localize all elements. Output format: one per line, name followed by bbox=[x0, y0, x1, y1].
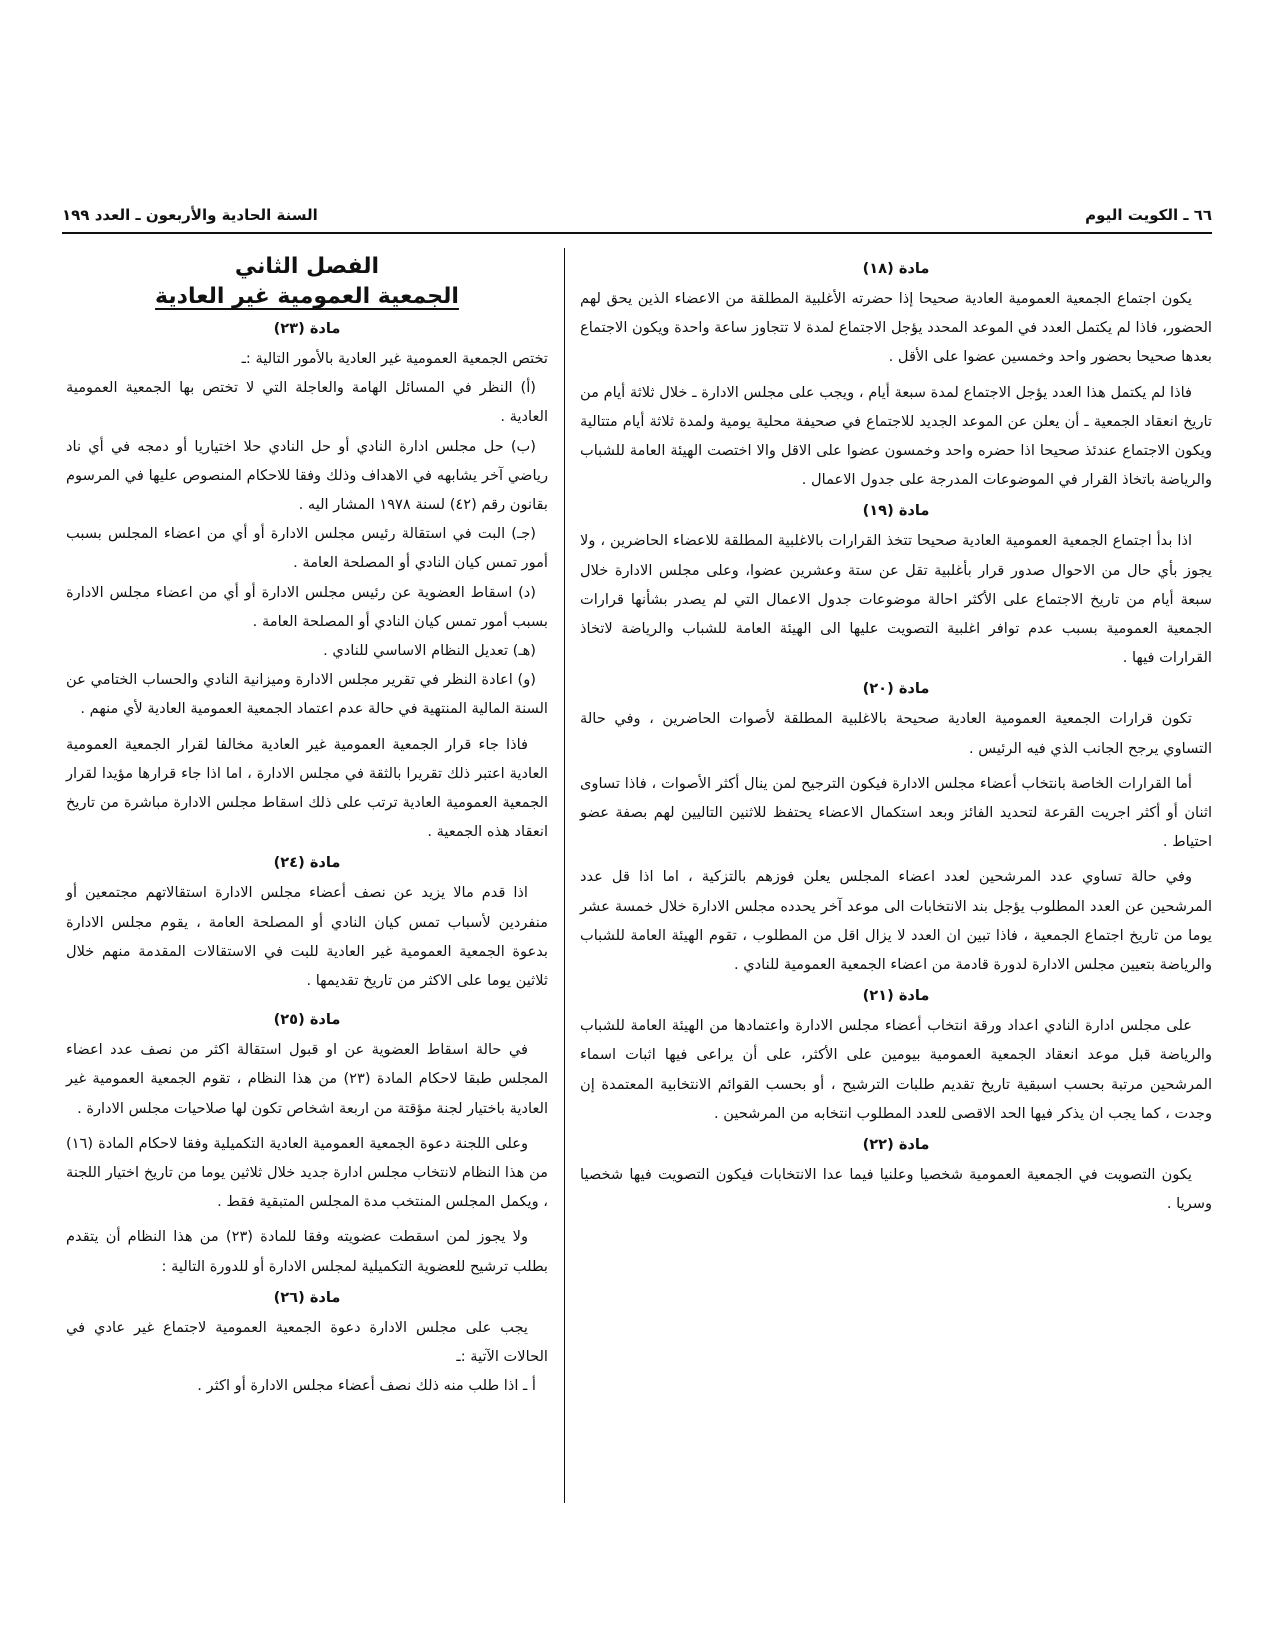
article-23-item-f: (و) اعادة النظر في تقرير مجلس الادارة وميزانية النادي والحساب الختامي عن السنة المالية المنتهية في حالة عدم اعتماد الجمعية العمومية العادية لأي منهم . bbox=[66, 671, 548, 718]
chapter-title: الفصل الثاني bbox=[234, 254, 380, 279]
article-23-item-c: (جـ) البت في استقالة رئيس مجلس الادارة أو أي من اعضاء المجلس بسبب أمور تمس كيان النادي أو المصلحة العامة . bbox=[66, 525, 548, 572]
article-20-paragraph-1: تكون قرارات الجمعية العمومية العادية صحيحة بالاغلبية المطلقة لأصوات الحاضرين ، وفي حالة التساوي يرجح الجانب الذي فيه الرئيس . bbox=[580, 710, 1212, 757]
article-23-item-d: (د) اسقاط العضوية عن رئيس مجلس الادارة أو أي من اعضاء مجلس الادارة بسبب أمور تمس كيان النادي أو المصلحة العامة . bbox=[66, 583, 548, 630]
article-23-intro: تختص الجمعية العمومية غير العادية بالأمور التالية :ـ bbox=[241, 350, 548, 367]
article-25-paragraph-2: وعلى اللجنة دعوة الجمعية العمومية العادية التكميلية وفقا لاحكام المادة (١٦) من هذا النظام لانتخاب مجلس ادارة جديد خلال ثلاثين يوما من تاريخ اختيار اللجنة ، ويكمل المجلس المنتخب مدة المجلس المتبقية فقط . bbox=[66, 1134, 548, 1211]
article-18-heading: مادة (١٨) bbox=[862, 260, 930, 277]
article-26-heading: مادة (٢٦) bbox=[273, 1288, 341, 1306]
article-19-paragraph-1: اذا بدأ اجتماع الجمعية العمومية العادية صحيحا تتخذ القرارات بالاغلبية المطلقة للاعضاء الحاضرين ، ولا يجوز بأي حال من الاحوال صدور قرار بأغلبية تقل عن ستة وعشرين عضوا، وعلى مجلس الادارة خلال سبعة أيام من تاريخ الاجتماع على الأكثر احالة موضوعات جدول الاعمال التي لم يصدر بشأنها قرارات الجمعية العمومية بسبب عدم توافر اغلبية التصويت عليها الى الهيئة العامة للشباب والرياضة لاتخاذ القرارات فيها . bbox=[580, 532, 1212, 667]
article-22-paragraph-1: يكون التصويت في الجمعية العمومية شخصيا وعلنيا فيما عدا الانتخابات فيكون التصويت فيها شخصيا وسريا . bbox=[580, 1166, 1212, 1213]
article-21-paragraph-1: على مجلس ادارة النادي اعداد ورقة انتخاب أعضاء مجلس الادارة واعتمادها من الهيئة العامة للشباب والرياضة قبل موعد انعقاد الجمعية العمومية بيومين على الأكثر، على أن يراعى فيها اثبات اسماء المرشحين مرتبة بحسب اسبقية تاريخ تقديم طلبات الترشيح ، أو بحسب القوائم الانتخابية المعتمدة إن وجدت ، كما يجب ان يذكر فيها الحد الاقصى للعدد المطلوب انتخابه من المرشحين . bbox=[580, 1017, 1212, 1122]
chapter-subtitle: الجمعية العمومية غير العادية bbox=[155, 284, 459, 309]
article-25-paragraph-3: ولا يجوز لمن اسقطت عضويته وفقا للمادة (٢٣) من هذا النظام أن يتقدم بطلب ترشيح للعضوية التكميلية لمجلس الادارة أو للدورة التالية : bbox=[66, 1228, 548, 1275]
article-23-item-a: (أ) النظر في المسائل الهامة والعاجلة التي لا تختص بها الجمعية العمومية العادية . bbox=[66, 379, 548, 426]
article-24-heading: مادة (٢٤) bbox=[273, 854, 341, 872]
running-header bbox=[62, 206, 1212, 234]
article-25-heading: مادة (٢٥) bbox=[273, 1011, 341, 1029]
article-22-heading: مادة (٢٢) bbox=[862, 1136, 930, 1154]
article-20-paragraph-2: أما القرارات الخاصة بانتخاب أعضاء مجلس الادارة فيكون الترجيح لمن ينال أكثر الأصوات ، فاذا تساوى اثنان أو أكثر اجريت القرعة لتحديد الفائز وبعد استكمال الاعضاء يحتفظ للاثنين التاليين لهم بصفة عضو احتياط . bbox=[580, 774, 1212, 851]
column-divider bbox=[564, 248, 565, 1503]
article-26-item-1: أ ـ اذا طلب منه ذلك نصف أعضاء مجلس الادارة أو اكثر . bbox=[197, 1377, 536, 1395]
article-23-item-e: (هـ) تعديل النظام الاساسي للنادي . bbox=[323, 642, 536, 660]
issue-info: السنة الحادية والأربعون ـ العدد ١٩٩ bbox=[62, 206, 318, 224]
article-20-paragraph-3: وفي حالة تساوي عدد المرشحين لعدد اعضاء المجلس يعلن فوزهم بالتزكية ، اما اذا قل عدد المرشحين عن العدد المطلوب يؤجل بند الانتخابات الى موعد آخر يحدده مجلس الادارة خلال خمسة عشر يوما من تاريخ اجتماع الجمعية ، فاذا تبين ان العدد لا يزال اقل من المطلوب ، تقوم الهيئة العامة للشباب والرياضة بتعيين مجلس الادارة لدورة قادمة من اعضاء الجمعية العمومية للنادي . bbox=[580, 868, 1212, 974]
article-25-paragraph-1: في حالة اسقاط العضوية عن او قبول استقالة اكثر من نصف عدد اعضاء المجلس طبقا لاحكام المادة (٢٣) من هذا النظام ، تقوم الجمعية العمومية غير العادية باختيار لجنة مؤقتة من اربعة اشخاص تكون لها صلاحيات مجلس الادارة . bbox=[66, 1041, 548, 1117]
left-column bbox=[66, 252, 548, 1401]
article-24-paragraph-1: اذا قدم مالا يزيد عن نصف أعضاء مجلس الادارة استقالاتهم مجتمعين أو منفردين لأسباب تمس كيان النادي أو المصلحة العامة ، يقوم مجلس الادارة بدعوة الجمعية العمومية غير العادية للبت في الاستقالات المقدمة منهم خلال ثلاثين يوما على الاكثر من تاريخ تقديمها . bbox=[66, 884, 548, 990]
article-18-paragraph-2: فاذا لم يكتمل هذا العدد يؤجل الاجتماع لمدة سبعة أيام ، ويجب على مجلس الادارة ـ خلال ثلاثة أيام من تاريخ انعقاد الجمعية ـ أن يعلن عن الموعد الجديد للاجتماع في صحيفة محلية يومية ولمدة ثلاثة أيام متتالية ويكون الاجتماع عندئذ صحيحا اذا حضره واحد وخمسون عضوا على الاقل والا اختصت الهيئة العامة للشباب والرياضة باتخاذ القرار في الموضوعات المدرجة على جدول الاعمال . bbox=[580, 383, 1212, 489]
article-18-paragraph-1: يكون اجتماع الجمعية العمومية العادية صحيحا إذا حضرته الأغلبية المطلقة من الاعضاء الذين يحق لهم الحضور، فاذا لم يكتمل العدد في الموعد المحدد يؤجل الاجتماع لمدة لا تتجاوز ساعة واحدة ويكون الاجتماع بعدها صحيحا بحضور واحد وخمسين عضوا على الأقل . bbox=[580, 290, 1212, 366]
article-23-closing: فاذا جاء قرار الجمعية العمومية غير العادية مخالفا لقرار الجمعية العمومية العادية اعتبر ذلك تقريرا بالثقة في مجلس الادارة ، اما اذا جاء قرارها مؤيدا لقرار الجمعية العمومية العادية ترتب على ذلك اسقاط مجلس الادارة مباشرة من تاريخ انعقاد هذه الجمعية . bbox=[66, 735, 548, 841]
page-number-title: ٦٦ ـ الكويت اليوم bbox=[1085, 206, 1212, 224]
article-23-item-b: (ب) حل مجلس ادارة النادي أو حل النادي حلا اختياريا أو دمجه في أي ناد رياضي آخر يشابهه في الاهداف وذلك وفقا للاحكام المنصوص عليها في المرسوم بقانون رقم (٤٢) لسنة ١٩٧٨ المشار اليه . bbox=[66, 437, 548, 514]
article-23-heading: مادة (٢٣) bbox=[273, 320, 341, 337]
article-19-heading: مادة (١٩) bbox=[862, 502, 930, 520]
article-21-heading: مادة (٢١) bbox=[862, 987, 930, 1005]
article-26-paragraph-1: يجب على مجلس الادارة دعوة الجمعية العمومية لاجتماع غير عادي في الحالات الآتية :ـ bbox=[66, 1318, 548, 1366]
right-column bbox=[580, 252, 1212, 1218]
article-20-heading: مادة (٢٠) bbox=[862, 680, 930, 698]
